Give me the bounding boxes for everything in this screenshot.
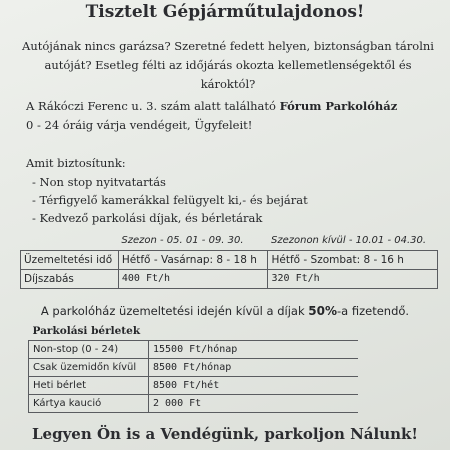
- table-header-row: [21, 231, 438, 250]
- table-row: [29, 358, 359, 376]
- table-row: [29, 340, 359, 358]
- pass-label: Csak üzemidőn kívül: [29, 358, 149, 376]
- table-corner: [21, 231, 119, 250]
- location-prefix: A Rákóczi Ferenc u. 3. szám alatt található: [26, 99, 280, 113]
- location-line: [26, 97, 446, 116]
- list-item: - Térfigyelő kamerákkal felügyelt ki,- és bejárat: [32, 193, 308, 207]
- row-label: Üzemeltetési idő: [21, 250, 119, 269]
- season-value: 400 Ft/h: [118, 269, 268, 288]
- table-row: [21, 250, 438, 269]
- pass-value: 8500 Ft/hónap: [149, 358, 359, 376]
- offers-heading: Amit biztosítunk:: [26, 156, 126, 170]
- table-row: [29, 394, 359, 412]
- passes-table: [28, 322, 358, 413]
- list-item: - Non stop nyitvatartás: [32, 175, 166, 189]
- row-label: Díjszabás: [21, 269, 119, 288]
- location-paragraph: [26, 97, 446, 135]
- off-season-value: Hétfő - Szombat: 8 - 16 h: [268, 250, 438, 269]
- intro-paragraph: [18, 37, 438, 94]
- pass-label: Non-stop (0 - 24): [29, 340, 149, 358]
- poster-title: Tisztelt Gépjárműtulajdonos!: [85, 2, 365, 22]
- pass-label: Kártya kaució: [29, 394, 149, 412]
- season-header: Szezon - 05. 01 - 09. 30.: [118, 231, 268, 250]
- pass-value: 15500 Ft/hónap: [149, 340, 359, 358]
- pass-value: 2 000 Ft: [149, 394, 359, 412]
- pass-label: Heti bérlet: [29, 376, 149, 394]
- intro-line: Autójának nincs garázsa? Szeretné fedett helyen, biztonságban tárolni: [22, 39, 434, 53]
- intro-line: autóját? Esetleg félti az időjárás okozta kellemetlenségektől és: [44, 58, 412, 72]
- closing-slogan: Legyen Ön is a Vendégünk, parkoljon Nálunk!: [31, 425, 419, 443]
- table-row: [21, 269, 438, 288]
- intro-line: károktól?: [200, 77, 256, 91]
- passes-heading: Parkolási bérletek: [32, 324, 141, 337]
- note-suffix: -a fizetendő.: [337, 304, 410, 318]
- season-value: Hétfő - Vasárnap: 8 - 18 h: [118, 250, 268, 269]
- off-hours-note: [0, 304, 450, 318]
- offers-list: [32, 173, 308, 227]
- list-item: - Kedvező parkolási díjak, és bérletárak: [32, 211, 263, 225]
- garage-name: Fórum Parkolóház: [279, 99, 398, 113]
- off-season-header: Szezonon kívül - 10.01 - 04.30.: [268, 231, 438, 250]
- opening-hours-line: 0 - 24 óráig várja vendégeit, Ügyfeleit!: [26, 118, 253, 132]
- schedule-table: [20, 231, 438, 289]
- note-prefix: A parkolóház üzemeltetési idején kívül a díjak: [40, 304, 309, 318]
- table-row: [29, 376, 359, 394]
- table-header-row: [29, 322, 359, 340]
- note-percent: 50%: [308, 304, 338, 318]
- pass-value: 8500 Ft/hét: [149, 376, 359, 394]
- off-season-value: 320 Ft/h: [268, 269, 438, 288]
